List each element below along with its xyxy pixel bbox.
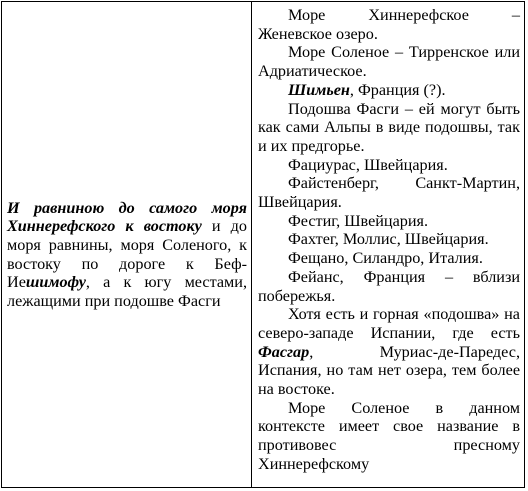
paragraph-7: Фестиг, Швейцария. <box>288 211 429 230</box>
document-table <box>1 1 525 488</box>
right-cell <box>252 2 524 487</box>
paragraph-12: Море Соленое в данном контексте имеет свое название в противовес пресному Хиннерефскому <box>258 398 520 473</box>
left-cell-text-part1: и до моря равнины, моря Соленого, к востоку по дороге к Беф-Ие <box>7 217 247 292</box>
paragraph-5: Фациурас, Швейцария. <box>288 155 448 174</box>
paragraph-9: Фещано, Силандро, Италия. <box>288 249 483 268</box>
left-cell-bold-italic: И равниною до самого моря Хиннерефского к востоку <box>7 198 247 236</box>
paragraph-8: Фахтег, Моллис, Швейцария. <box>288 230 489 249</box>
paragraph-2: Море Соленое – Тирренское или Адриатическое. <box>258 43 520 81</box>
left-cell-name: шимофу <box>25 273 86 292</box>
paragraph-4: Подошва Фасги – ей могут быть как сами Альпы в виде подошвы, так и их предгорье. <box>258 99 520 155</box>
paragraph-3-name: Шимьен <box>288 80 350 99</box>
paragraph-6: Файстенберг, Санкт-Мартин, Швейцария. <box>258 174 520 212</box>
paragraph-1: Море Хиннерефское – Женевское озеро. <box>258 6 520 43</box>
paragraph-11-before: Хотя есть и горная «подошва» на северо-западе Испании, где есть <box>258 305 520 342</box>
left-cell <box>2 2 252 487</box>
paragraph-3 <box>258 81 520 100</box>
paragraph-10: Фейанс, Франция – вблизи побережья. <box>258 267 520 305</box>
paragraph-11-after: , Муриас-де-Паредес, Испания, но там нет озера, тем более на востоке. <box>258 342 520 399</box>
paragraph-11 <box>258 305 520 399</box>
left-cell-text <box>7 199 247 311</box>
paragraph-11-name: Фасгар <box>258 342 310 361</box>
paragraph-3-rest: , Франция (?). <box>349 80 446 99</box>
left-cell-text-part2: , а к югу местами, лежащими при подошве Фасги <box>7 273 247 310</box>
